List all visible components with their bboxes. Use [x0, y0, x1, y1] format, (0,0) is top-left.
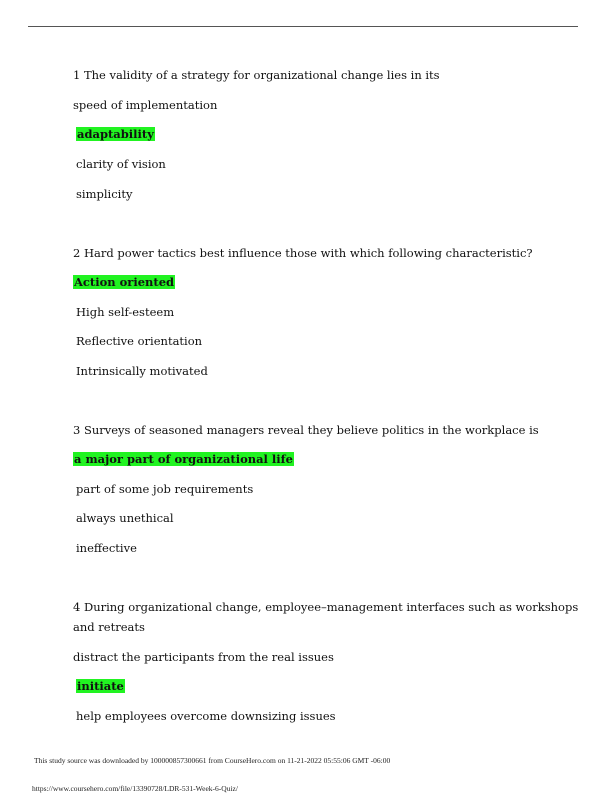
answer-highlight: initiate — [77, 679, 124, 693]
question-2-option-2: High self-esteem — [76, 305, 175, 319]
question-1-option-4: simplicity — [76, 187, 133, 201]
question-3-prompt: 3 Surveys of seasoned managers reveal they believe politics in the workplace is — [73, 423, 539, 437]
question-1-option-2-highlighted — [76, 127, 155, 141]
question-2-prompt: 2 Hard power tactics best influence those with which following characteristic? — [73, 246, 533, 260]
question-1-option-1: speed of implementation — [73, 98, 218, 112]
question-4-option-3: help employees overcome downsizing issues — [76, 709, 336, 723]
answer-highlight: Action oriented — [74, 275, 175, 289]
download-notice: This study source was downloaded by 100000857300661 from CourseHero.com on 11-21-2022 05:55:06 GMT -06:00 — [34, 756, 391, 765]
question-1-prompt: 1 The validity of a strategy for organizational change lies in its — [73, 68, 440, 82]
question-4-prompt-line-1: 4 During organizational change, employee–management interfaces such as workshops — [73, 600, 579, 614]
question-2-option-1-highlighted — [73, 275, 175, 289]
question-2-option-4: Intrinsically motivated — [76, 364, 208, 378]
answer-highlight: a major part of organizational life — [74, 452, 293, 466]
question-4-prompt-line-2: and retreats — [73, 620, 145, 634]
header-rule — [28, 26, 578, 27]
question-2-option-3: Reflective orientation — [76, 334, 203, 348]
question-3-option-4: ineffective — [76, 541, 137, 555]
question-1-option-3: clarity of vision — [76, 157, 166, 171]
question-4-option-2-highlighted — [76, 679, 125, 693]
question-3-option-2: part of some job requirements — [76, 482, 254, 496]
question-3-option-1-highlighted — [73, 452, 294, 466]
answer-highlight: adaptability — [77, 127, 154, 141]
question-3-option-3: always unethical — [76, 511, 174, 525]
source-url-link[interactable]: https://www.coursehero.com/file/13390728/LDR-531-Week-6-Quiz/ — [32, 784, 238, 793]
question-4-option-1: distract the participants from the real issues — [73, 650, 334, 664]
